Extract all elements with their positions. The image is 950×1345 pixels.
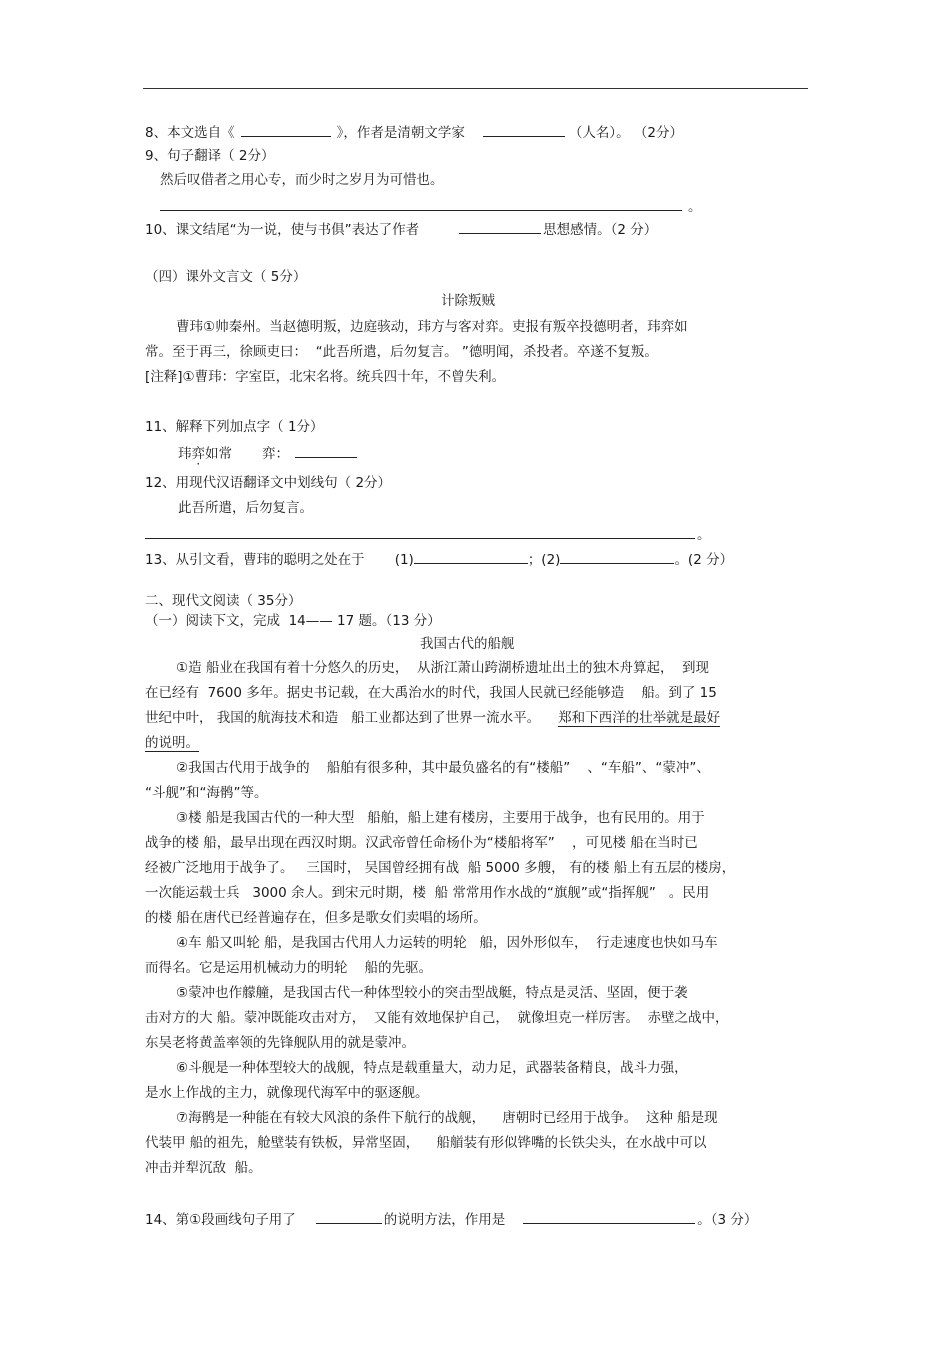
passage-line: “斗舰”和“海鹘”等。 — [145, 785, 268, 801]
passage-line: ⑤蒙冲也作艨艟，是我国古代一种体型较小的突击型战艇，特点是灵活、坚固，便于袭 — [176, 985, 688, 1001]
subsection-heading: （一）阅读下文，完成 14—— 17 题。（13 分） — [145, 613, 441, 629]
answer-blank[interactable] — [295, 443, 357, 458]
passage-line: 是水上作战的主力，就像现代海军中的驱逐舰。 — [145, 1085, 429, 1101]
quote-sentence: 然后叹借者之用心专，而少时之岁月为可惜也。 — [160, 172, 444, 188]
answer-blank[interactable] — [483, 122, 565, 137]
passage-line: ⑥斗舰是一种体型较大的战舰，特点是载重量大，动力足，武器装备精良，战斗力强， — [176, 1060, 688, 1076]
annotation: [注释]①曹玮：字室臣，北宋名将。统兵四十年，不曾失利。 — [145, 369, 506, 385]
passage-line: 东吴老将黄盖率领的先锋舰队用的就是蒙冲。 — [145, 1035, 415, 1051]
dotted-char: 弈 — [191, 446, 205, 462]
answer-blank[interactable] — [560, 549, 674, 564]
question-12: 12、用现代汉语翻译文中划线句（ 2分） — [145, 475, 392, 491]
passage-line: ④车 船又叫轮 船，是我国古代用人力运转的明轮 船，因外形似车， 行走速度也快如马车 — [176, 935, 718, 951]
passage-line: ⑦海鹘是一种能在有较大风浪的条件下航行的战舰， 唐朝时已经用于战争。 这种 船是现 — [176, 1110, 718, 1126]
passage-line: 经被广泛地用于战争了。 三国时， 吴国曾经拥有战 船 5000 多艘， 有的楼 船上有五层的楼房， — [145, 860, 736, 876]
answer-blank[interactable] — [414, 549, 528, 564]
passage-line: 曹玮①帅秦州。当赵德明叛，边庭骇动，玮方与客对弈。吏报有叛卒投德明者，玮弈如 — [176, 319, 688, 335]
answer-blank[interactable] — [523, 1209, 695, 1224]
underlined-sentence: 的说明。 — [145, 735, 199, 751]
quote-sentence: 此吾所遣，后勿复言。 — [178, 500, 313, 516]
question-9: 9、句子翻译（ 2分） — [145, 148, 275, 164]
question-14: 14、第①段画线句子用了 的说明方法，作用是 。（3 分） — [145, 1209, 757, 1229]
passage-line: 在已经有 7600 多年。据史书记载，在大禹治水的时代，我国人民就已经能够造 船。到了 15 — [145, 685, 717, 701]
question-13: 13、从引文看，曹玮的聪明之处在于 (1) ；(2) 。(2 分） — [145, 549, 733, 569]
underlined-sentence: 郑和下西洋的壮举就是最好 — [558, 710, 721, 726]
question-11-item: 玮弈如常 弈： — [178, 443, 357, 463]
passage-line: 冲击并犁沉敌 船。 — [145, 1160, 262, 1176]
answer-blank[interactable] — [459, 219, 541, 234]
answer-line[interactable]: 。 — [160, 196, 702, 216]
passage-line: 代装甲 船的祖先，舱壁装有铁板，异常坚固， 船艏装有形似铧嘴的长铁尖头，在水战中可以 — [145, 1135, 707, 1151]
header-rule — [143, 88, 808, 89]
question-11: 11、解释下列加点字（ 1分） — [145, 419, 324, 435]
answer-blank[interactable] — [241, 122, 331, 137]
passage-line: 的楼 船在唐代已经普遍存在，但多是歌女们卖唱的场所。 — [145, 910, 487, 926]
answer-blank[interactable] — [316, 1209, 382, 1224]
question-10: 10、课文结尾“为一说，使与书俱”表达了作者 思想感情。（2 分） — [145, 219, 657, 239]
passage-line: 常。至于再三，徐顾吏曰： “此吾所遣，后勿复言。 ”德明闻，杀投者。卒遂不复叛。 — [145, 344, 658, 360]
section-4-heading: （四）课外文言文（ 5分） — [145, 269, 307, 285]
section-2-heading: 二、现代文阅读（ 35分） — [145, 593, 302, 609]
question-8: 8、本文选自《 》，作者是清朝文学家 （人名）。 （2分） — [145, 122, 683, 142]
passage-line: 世纪中叶， 我国的航海技术和造 船工业都达到了世界一流水平。 郑和下西洋的壮举就是最好 — [145, 710, 721, 726]
passage-title: 我国古代的船舰 — [420, 636, 515, 652]
passage-line — [145, 734, 199, 752]
passage-line: ③楼 船是我国古代的一种大型 船舶，船上建有楼房，主要用于战争，也有民用的。用于 — [176, 810, 705, 826]
answer-line[interactable]: 。 — [145, 524, 711, 544]
passage-line: 击对方的大 船。蒙冲既能攻击对方， 又能有效地保护自己， 就像坦克一样厉害。 赤壁之战中， — [145, 1010, 729, 1026]
passage-line: ①造 船业在我国有着十分悠久的历史， 从浙江萧山跨湖桥遗址出土的独木舟算起， 到现 — [176, 660, 710, 676]
passage-line: 而得名。它是运用机械动力的明轮 船的先驱。 — [145, 960, 433, 976]
passage-line: ②我国古代用于战争的 船舶有很多种，其中最负盛名的有“楼船” 、“车船”、“蒙冲”、 — [176, 760, 710, 776]
passage-title: 计除叛贼 — [441, 293, 495, 309]
passage-line: 一次能运载士兵 3000 余人。到宋元时期，楼 船 常常用作水战的“旗舰”或“指挥舰” 。民用 — [145, 885, 710, 901]
passage-line: 战争的楼 船，最早出现在西汉时期。汉武帝曾任命杨仆为“楼船将军” ，可见楼 船在当时已 — [145, 835, 698, 851]
